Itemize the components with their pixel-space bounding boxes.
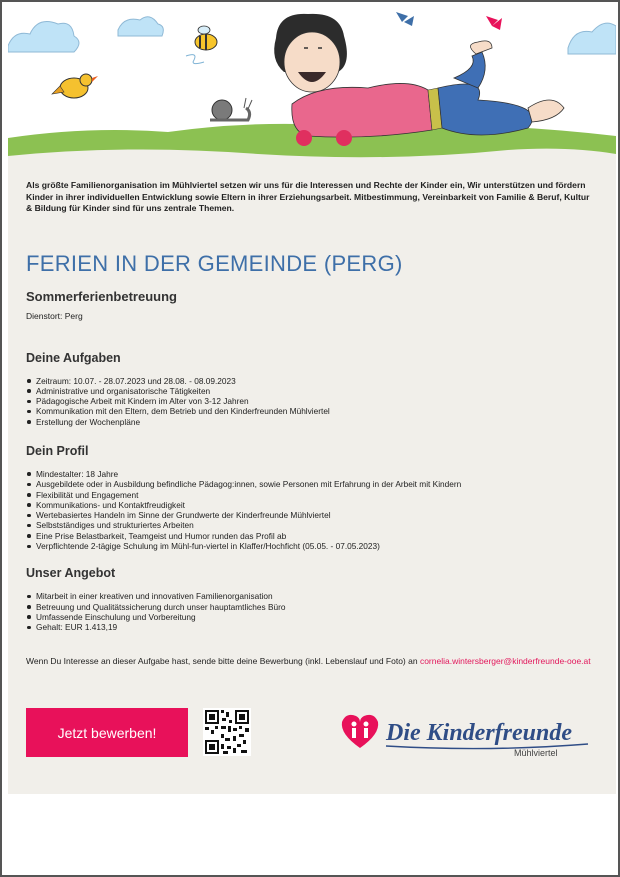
main-content <box>26 180 598 667</box>
girl-illustration <box>274 14 564 146</box>
list-item: Mindestalter: 18 Jahre <box>26 469 598 479</box>
list-item: Ausgebildete oder in Ausbildung befindliche Pädagog:innen, sowie Personen mit Erfahrung in der Arbeit mit Kindern <box>26 479 598 489</box>
list-item: Umfassende Einschulung und Vorbereitung <box>26 612 598 622</box>
list-item: Betreuung und Qualitätssicherung durch unser hauptamtliches Büro <box>26 602 598 612</box>
list-item: Erstellung der Wochenpläne <box>26 417 598 427</box>
profile-list <box>26 469 598 551</box>
list-item: Administrative und organisatorische Tätigkeiten <box>26 386 598 396</box>
list-item: Eine Prise Belastbarkeit, Teamgeist und Humor runden das Profil ab <box>26 531 598 541</box>
bird-icon <box>52 74 98 98</box>
hero-illustration <box>8 8 616 168</box>
qr-code[interactable] <box>203 708 251 756</box>
logo-region: Mühlviertel <box>514 748 558 758</box>
offer-list <box>26 591 598 632</box>
tasks-heading: Deine Aufgaben <box>26 350 121 365</box>
list-item: Zeitraum: 10.07. - 28.07.2023 und 28.08. - 08.09.2023 <box>26 376 598 386</box>
job-location: Dienstort: Perg <box>26 310 83 321</box>
list-item: Pädagogische Arbeit mit Kindern im Alter von 3-12 Jahren <box>26 396 598 406</box>
tasks-section <box>26 351 598 427</box>
list-item: Kommunikations- und Kontaktfreudigkeit <box>26 500 598 510</box>
apply-text-body: Wenn Du Interesse an dieser Aufgabe hast, sende bitte deine Bewerbung (inkl. Lebenslauf und Foto) an <box>26 655 420 666</box>
email-link[interactable]: cornelia.wintersberger@kinderfreunde-ooe.at <box>419 655 591 666</box>
list-item: Gehalt: EUR 1.413,19 <box>26 622 598 632</box>
apply-text <box>26 656 598 668</box>
list-item: Mitarbeit in einer kreativen und innovativen Familienorganisation <box>26 591 598 601</box>
offer-heading: Unser Angebot <box>26 566 116 581</box>
list-item: Selbstständiges und strukturiertes Arbeiten <box>26 520 598 530</box>
job-subtitle: Sommerferienbetreuung <box>26 288 177 304</box>
hearts-icon <box>342 715 378 748</box>
kinderfreunde-logo <box>338 708 598 768</box>
list-item: Wertebasiertes Handeln im Sinne der Grundwerte der Kinderfreunde Mühlviertel <box>26 510 598 520</box>
job-title: FERIEN IN DER GEMEINDE (PERG) <box>26 250 403 276</box>
snail-icon <box>210 98 252 120</box>
profile-heading: Dein Profil <box>26 443 89 458</box>
tasks-list <box>26 376 598 427</box>
job-posting <box>8 8 616 794</box>
intro-text: Als größte Familienorganisation im Mühlviertel setzen wir uns für die Interessen und Rechte der Kinder ein, Wir unterstützen und fördern Kinder in ihrer individuellen Entwicklung sowie Eltern in ihrer Erziehungsarbeit. Mitbestimmung, Vereinbarkeit von Familie & Beruf, Kultur & Bildung für Kinder sind für uns zentrale Themen. <box>26 180 590 213</box>
offer-section <box>26 566 598 632</box>
logo-wordmark: Die Kinderfreunde <box>386 720 572 746</box>
profile-section <box>26 444 598 551</box>
list-item: Verpflichtende 2-tägige Schulung im Mühl-fun-viertel in Klaffer/Hochficht (05.05. - 07.05.2023) <box>26 541 598 551</box>
list-item: Kommunikation mit den Eltern, dem Betrieb und den Kinderfreunden Mühlviertel <box>26 406 598 416</box>
bee-icon <box>186 26 217 64</box>
apply-button[interactable]: Jetzt bewerben! <box>26 708 188 757</box>
list-item: Flexibilität und Engagement <box>26 490 598 500</box>
